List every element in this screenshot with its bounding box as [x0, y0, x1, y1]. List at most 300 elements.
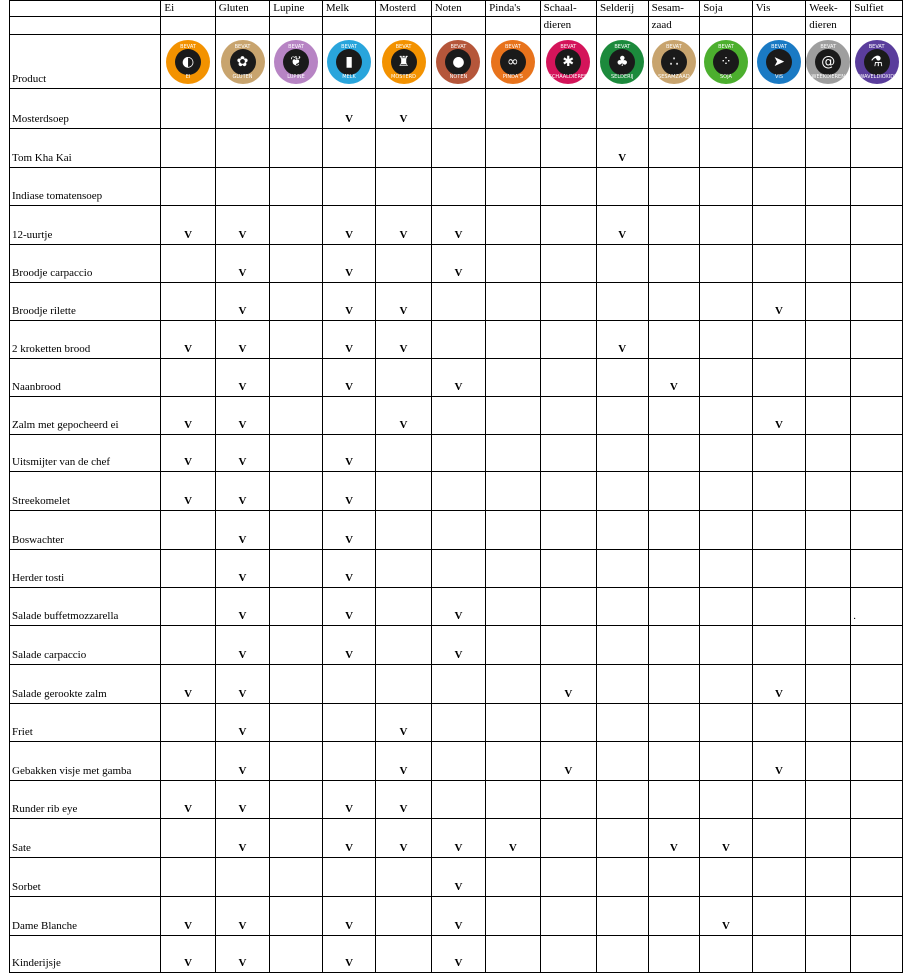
icon-cell-10: [700, 35, 753, 89]
allergen-cell: [752, 819, 806, 858]
allergen-cell: [700, 550, 753, 588]
allergen-cell: [431, 665, 485, 704]
product-name: Friet: [10, 704, 161, 742]
allergen-cell: [486, 704, 540, 742]
column-header-sub-4: [376, 17, 431, 35]
allergen-cell: [376, 550, 431, 588]
allergen-cell: [540, 283, 596, 321]
snail-icon: [806, 40, 850, 84]
allergen-mark: V: [376, 283, 431, 321]
column-header-sub-9: zaad: [648, 17, 700, 35]
allergen-cell: [700, 129, 753, 168]
allergen-cell: [270, 742, 323, 781]
icon-cell-8: [596, 35, 648, 89]
allergen-cell: [540, 89, 596, 129]
table-row: [10, 781, 903, 819]
table-row: [10, 283, 903, 321]
column-header-7: Schaal-: [540, 1, 596, 17]
table-row: [10, 936, 903, 973]
badge-top-text: BEVAT: [771, 43, 787, 50]
allergen-cell: [540, 704, 596, 742]
allergen-cell: [486, 206, 540, 245]
allergen-cell: [752, 550, 806, 588]
allergen-cell: [596, 359, 648, 397]
allergen-mark: V: [431, 588, 485, 626]
badge-top-text: BEVAT: [718, 43, 734, 50]
allergen-cell: [161, 283, 215, 321]
allergen-cell: [161, 588, 215, 626]
allergen-mark: V: [376, 397, 431, 435]
badge-top-text: BEVAT: [665, 43, 682, 50]
allergen-cell: [851, 435, 903, 472]
allergen-mark: V: [596, 321, 648, 359]
column-header-sub-7: dieren: [540, 17, 596, 35]
allergen-mark: V: [215, 781, 269, 819]
icon-cell-7: [540, 35, 596, 89]
allergen-cell: [752, 897, 806, 936]
allergen-cell: [648, 129, 700, 168]
column-header-sub-8: [596, 17, 648, 35]
allergen-cell: [161, 858, 215, 897]
allergen-cell: [161, 819, 215, 858]
allergen-mark: V: [648, 359, 700, 397]
allergen-mark: V: [648, 819, 700, 858]
cell-dot: .: [851, 588, 903, 626]
allergen-cell: [270, 89, 323, 129]
allergen-cell: [648, 704, 700, 742]
allergen-cell: [431, 550, 485, 588]
allergen-cell: [596, 588, 648, 626]
allergen-cell: [161, 550, 215, 588]
allergen-cell: [270, 129, 323, 168]
allergen-cell: [540, 397, 596, 435]
allergen-mark: V: [376, 819, 431, 858]
allergen-mark: V: [161, 206, 215, 245]
allergen-cell: [270, 936, 323, 973]
allergen-cell: [700, 168, 753, 206]
allergen-cell: [851, 665, 903, 704]
icon-cell-5: [431, 35, 485, 89]
icon-cell-11: [752, 35, 806, 89]
column-header-10: Soja: [700, 1, 753, 17]
product-name: Mosterdsoep: [10, 89, 161, 129]
allergen-cell: [648, 588, 700, 626]
product-name: Naanbrood: [10, 359, 161, 397]
allergen-cell: [851, 283, 903, 321]
column-header-1: Gluten: [215, 1, 269, 17]
allergen-cell: [540, 245, 596, 283]
allergen-mark: V: [376, 89, 431, 129]
allergen-cell: [596, 704, 648, 742]
allergen-cell: [486, 168, 540, 206]
allergen-cell: [851, 858, 903, 897]
table-row: [10, 359, 903, 397]
allergen-cell: [806, 665, 851, 704]
allergen-cell: [596, 168, 648, 206]
allergen-cell: [648, 897, 700, 936]
allergen-cell: [486, 89, 540, 129]
allergen-cell: [752, 511, 806, 550]
allergen-cell: [215, 129, 269, 168]
product-name: Dame Blanche: [10, 897, 161, 936]
allergen-mark: V: [322, 359, 376, 397]
allergen-cell: [806, 129, 851, 168]
allergen-mark: V: [700, 897, 753, 936]
allergen-cell: [700, 858, 753, 897]
allergen-cell: [376, 511, 431, 550]
allergen-mark: V: [752, 397, 806, 435]
badge-bottom-text: SESAMZAAD: [658, 73, 690, 80]
allergen-cell: [540, 168, 596, 206]
badge-glyph: ✱: [555, 49, 581, 75]
allergen-mark: V: [215, 897, 269, 936]
product-name: Salade carpaccio: [10, 626, 161, 665]
product-name: Boswachter: [10, 511, 161, 550]
allergen-cell: [806, 206, 851, 245]
allergen-cell: [161, 511, 215, 550]
allergen-cell: [540, 472, 596, 511]
allergen-cell: [322, 397, 376, 435]
allergen-mark: V: [161, 397, 215, 435]
allergen-mark: V: [431, 359, 485, 397]
allergen-cell: [648, 550, 700, 588]
product-name: Broodje carpaccio: [10, 245, 161, 283]
badge-glyph: @: [815, 49, 841, 75]
badge-glyph: ∞: [500, 49, 526, 75]
allergen-mark: V: [322, 245, 376, 283]
allergen-mark: V: [322, 588, 376, 626]
allergen-cell: [648, 321, 700, 359]
allergen-cell: [851, 397, 903, 435]
allergen-cell: [806, 472, 851, 511]
allergen-cell: [270, 359, 323, 397]
table-row: [10, 206, 903, 245]
allergen-cell: [270, 206, 323, 245]
badge-top-text: BEVAT: [395, 43, 412, 50]
column-header-6: Pinda's: [486, 1, 540, 17]
allergen-cell: [376, 897, 431, 936]
badge-bottom-text: NOTEN: [449, 73, 468, 80]
allergen-mark: V: [322, 936, 376, 973]
allergen-mark: V: [322, 472, 376, 511]
allergen-mark: V: [215, 206, 269, 245]
allergen-cell: [700, 936, 753, 973]
allergen-cell: [700, 435, 753, 472]
product-name: Gebakken visje met gamba: [10, 742, 161, 781]
allergen-cell: [431, 704, 485, 742]
icon-cell-0: [161, 35, 215, 89]
allergen-cell: [700, 245, 753, 283]
icon-row: [10, 35, 903, 89]
allergen-mark: V: [752, 283, 806, 321]
allergen-mark: V: [431, 819, 485, 858]
allergen-cell: [270, 665, 323, 704]
allergen-cell: [648, 511, 700, 550]
allergen-cell: [540, 435, 596, 472]
allergen-cell: [161, 359, 215, 397]
table-row: [10, 626, 903, 665]
allergen-cell: [752, 89, 806, 129]
allergen-mark: V: [431, 206, 485, 245]
allergen-mark: V: [161, 665, 215, 704]
allergen-cell: [752, 321, 806, 359]
allergen-cell: [486, 936, 540, 973]
allergen-cell: [376, 435, 431, 472]
badge-bottom-text: MELK: [342, 73, 356, 80]
allergen-mark: V: [215, 704, 269, 742]
allergen-cell: [700, 704, 753, 742]
allergen-cell: [851, 206, 903, 245]
allergen-cell: [648, 89, 700, 129]
allergen-cell: [806, 897, 851, 936]
table-row: [10, 321, 903, 359]
product-name: Indiase tomatensoep: [10, 168, 161, 206]
allergen-cell: [161, 742, 215, 781]
header-row-1: [10, 1, 903, 17]
badge-top-text: BEVAT: [450, 43, 467, 50]
badge-glyph: ♣: [609, 49, 635, 75]
table-row: [10, 704, 903, 742]
allergen-cell: [851, 511, 903, 550]
badge-top-text: BEVAT: [614, 43, 631, 50]
peanut-icon: [491, 40, 535, 84]
allergen-cell: [700, 781, 753, 819]
allergen-cell: [596, 472, 648, 511]
allergen-mark: V: [376, 704, 431, 742]
column-header-13: Sulfiet: [851, 1, 903, 17]
allergen-cell: [161, 626, 215, 665]
badge-top-text: BEVAT: [560, 43, 577, 50]
header-blank: [10, 1, 161, 17]
icon-cell-13: [851, 35, 903, 89]
allergen-cell: [851, 472, 903, 511]
product-header: Product: [10, 35, 161, 89]
allergen-cell: [322, 742, 376, 781]
allergen-cell: [596, 435, 648, 472]
allergen-mark: V: [215, 283, 269, 321]
allergen-mark: V: [376, 781, 431, 819]
badge-bottom-text: ZWAVELDIOXIDE: [855, 73, 898, 80]
allergen-cell: [270, 472, 323, 511]
allergen-cell: [376, 129, 431, 168]
allergen-cell: [322, 858, 376, 897]
allergen-cell: [376, 472, 431, 511]
allergen-cell: [270, 626, 323, 665]
allergen-cell: [376, 168, 431, 206]
allergen-cell: [486, 359, 540, 397]
allergen-mark: V: [215, 665, 269, 704]
allergen-mark: V: [215, 245, 269, 283]
column-header-sub-12: dieren: [806, 17, 851, 35]
sulfite-icon: [855, 40, 899, 84]
allergen-cell: [596, 397, 648, 435]
allergen-cell: [270, 781, 323, 819]
allergen-mark: V: [322, 435, 376, 472]
allergen-cell: [431, 511, 485, 550]
column-header-2: Lupine: [270, 1, 323, 17]
table-row: [10, 472, 903, 511]
allergen-cell: [376, 665, 431, 704]
allergen-cell: [700, 321, 753, 359]
allergen-mark: V: [215, 359, 269, 397]
badge-glyph: ▮: [336, 49, 362, 75]
table-row: [10, 897, 903, 936]
allergen-cell: [540, 936, 596, 973]
celery-icon: [600, 40, 644, 84]
allergen-mark: V: [540, 742, 596, 781]
nut-icon: [436, 40, 480, 84]
badge-bottom-text: EI: [185, 73, 191, 80]
allergen-cell: [806, 936, 851, 973]
allergen-cell: [806, 626, 851, 665]
column-header-0: Ei: [161, 1, 215, 17]
allergen-cell: [596, 511, 648, 550]
header-row-2: [10, 17, 903, 35]
allergen-mark: V: [215, 819, 269, 858]
allergen-mark: V: [215, 550, 269, 588]
allergen-mark: V: [215, 397, 269, 435]
allergen-cell: [540, 550, 596, 588]
soy-icon: [704, 40, 748, 84]
badge-top-text: BEVAT: [288, 43, 304, 50]
product-name: Uitsmijter van de chef: [10, 435, 161, 472]
allergen-cell: [806, 89, 851, 129]
allergen-cell: [540, 781, 596, 819]
allergen-mark: V: [215, 626, 269, 665]
allergen-cell: [596, 781, 648, 819]
table-row: [10, 511, 903, 550]
allergen-cell: [806, 435, 851, 472]
allergen-cell: [486, 245, 540, 283]
allergen-cell: [270, 511, 323, 550]
column-header-9: Sesam-: [648, 1, 700, 17]
fish-icon: [757, 40, 801, 84]
allergen-cell: [540, 588, 596, 626]
allergen-cell: [486, 321, 540, 359]
allergen-cell: [700, 626, 753, 665]
badge-glyph: ●: [445, 49, 471, 75]
allergen-cell: [648, 781, 700, 819]
allergen-cell: [806, 588, 851, 626]
product-name: 2 kroketten brood: [10, 321, 161, 359]
allergen-cell: [270, 550, 323, 588]
table-row: [10, 129, 903, 168]
product-name: 12-uurtje: [10, 206, 161, 245]
allergen-cell: [596, 858, 648, 897]
allergen-cell: [806, 550, 851, 588]
allergen-cell: [851, 550, 903, 588]
allergen-mark: V: [376, 206, 431, 245]
allergen-cell: [596, 550, 648, 588]
allergen-cell: [648, 858, 700, 897]
allergen-cell: [648, 742, 700, 781]
allergen-cell: [806, 781, 851, 819]
badge-glyph: ➤: [766, 49, 792, 75]
allergen-mark: V: [322, 550, 376, 588]
allergen-cell: [270, 819, 323, 858]
allergen-cell: [851, 936, 903, 973]
allergen-cell: [431, 472, 485, 511]
column-header-4: Mosterd: [376, 1, 431, 17]
allergen-cell: [752, 435, 806, 472]
table-row: [10, 588, 903, 626]
icon-cell-12: [806, 35, 851, 89]
allergen-cell: [648, 626, 700, 665]
allergen-cell: [270, 858, 323, 897]
allergen-mark: V: [322, 511, 376, 550]
allergen-cell: [752, 129, 806, 168]
allergen-mark: V: [431, 245, 485, 283]
allergen-mark: V: [161, 897, 215, 936]
badge-bottom-text: MOSTERD: [391, 73, 416, 80]
allergen-cell: [752, 626, 806, 665]
allergen-cell: [700, 665, 753, 704]
allergen-mark: V: [215, 588, 269, 626]
allergen-cell: [752, 781, 806, 819]
icon-cell-1: [215, 35, 269, 89]
allergen-cell: [322, 129, 376, 168]
allergen-cell: [486, 283, 540, 321]
allergen-mark: V: [215, 435, 269, 472]
allergen-cell: [270, 588, 323, 626]
allergen-cell: [540, 359, 596, 397]
allergen-cell: [540, 321, 596, 359]
product-name: Runder rib eye: [10, 781, 161, 819]
column-header-12: Week-: [806, 1, 851, 17]
allergen-mark: V: [431, 626, 485, 665]
table-row: [10, 819, 903, 858]
milk-icon: [327, 40, 371, 84]
allergen-cell: [851, 819, 903, 858]
allergen-cell: [376, 245, 431, 283]
allergen-cell: [851, 359, 903, 397]
allergen-cell: [752, 936, 806, 973]
egg-icon: [166, 40, 210, 84]
allergen-cell: [648, 435, 700, 472]
allergen-cell: [806, 511, 851, 550]
allergen-cell: [540, 129, 596, 168]
allergen-cell: [851, 704, 903, 742]
allergen-mark: V: [431, 936, 485, 973]
allergen-cell: [806, 742, 851, 781]
allergen-cell: [540, 511, 596, 550]
column-header-sub-5: [431, 17, 485, 35]
allergen-cell: [648, 936, 700, 973]
allergen-cell: [700, 283, 753, 321]
allergen-cell: [752, 359, 806, 397]
column-header-sub-1: [215, 17, 269, 35]
allergen-cell: [851, 781, 903, 819]
table-row: [10, 858, 903, 897]
product-name: Sorbet: [10, 858, 161, 897]
allergen-mark: V: [215, 321, 269, 359]
allergen-cell: [596, 897, 648, 936]
allergen-cell: [648, 245, 700, 283]
allergen-cell: [431, 435, 485, 472]
column-header-sub-0: [161, 17, 215, 35]
allergen-mark: V: [322, 321, 376, 359]
allergen-cell: [851, 245, 903, 283]
allergen-cell: [700, 742, 753, 781]
allergen-cell: [806, 819, 851, 858]
allergen-cell: [486, 897, 540, 936]
allergen-mark: V: [215, 511, 269, 550]
allergen-cell: [486, 472, 540, 511]
allergen-cell: [752, 206, 806, 245]
allergen-cell: [431, 742, 485, 781]
allergen-cell: [648, 397, 700, 435]
table-row: [10, 168, 903, 206]
